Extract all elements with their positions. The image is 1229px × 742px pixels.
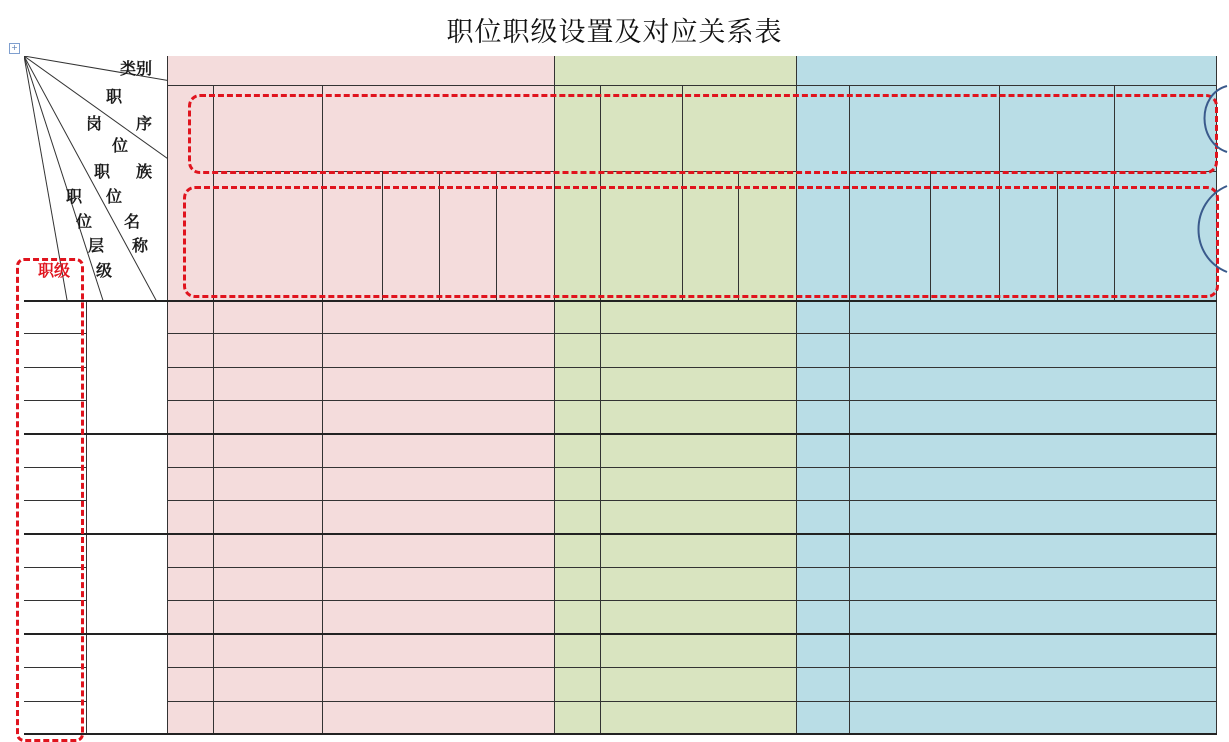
technical-code-cell	[555, 702, 601, 735]
management-code-cell	[168, 368, 214, 401]
technical-code-cell	[555, 301, 601, 334]
technical-title-cell	[601, 368, 797, 401]
technical-code-cell	[555, 501, 601, 534]
technical-title-cell	[601, 668, 797, 701]
management-title-cell	[323, 435, 555, 468]
corner-label-name-char: 位	[106, 187, 123, 206]
corner-label-category: 类别	[120, 59, 153, 78]
skill-title-cell	[850, 535, 1217, 568]
skill-code-cell	[797, 668, 850, 701]
management-title-cell	[323, 702, 555, 735]
duty-title-cell	[214, 334, 323, 367]
management-code-cell	[168, 301, 214, 334]
highlight-grade-column	[16, 258, 84, 742]
management-code-cell	[168, 568, 214, 601]
skill-code-cell	[797, 535, 850, 568]
layer-cell	[87, 435, 168, 535]
corner-label-sequence-char: 序	[136, 114, 153, 133]
callout-arc-icon	[1189, 82, 1229, 282]
corner-label-name-char: 称	[132, 236, 149, 255]
technical-code-cell	[555, 601, 601, 634]
layer-cell	[87, 535, 168, 635]
management-title-cell	[323, 635, 555, 668]
technical-title-cell	[601, 702, 797, 735]
skill-title-cell	[850, 702, 1217, 735]
duty-title-cell	[214, 601, 323, 634]
skill-title-cell	[850, 668, 1217, 701]
management-title-cell	[323, 468, 555, 501]
corner-label-sequence-char: 位	[112, 136, 129, 155]
highlight-name-row	[183, 186, 1219, 298]
skill-title-cell	[850, 301, 1217, 334]
layer-cell	[87, 635, 168, 735]
technical-code-cell	[555, 368, 601, 401]
management-code-cell	[168, 702, 214, 735]
technical-title-cell	[601, 635, 797, 668]
layer-separator-line	[24, 733, 1217, 735]
skill-title-cell	[850, 401, 1217, 434]
skill-code-cell	[797, 702, 850, 735]
duty-title-cell	[214, 401, 323, 434]
skill-title-cell	[850, 468, 1217, 501]
corner-label-level-char: 级	[96, 261, 113, 280]
management-code-cell	[168, 334, 214, 367]
header-separator-line	[24, 300, 1217, 302]
category-management	[168, 56, 555, 86]
management-code-cell	[168, 501, 214, 534]
category-skill	[797, 56, 1217, 86]
technical-title-cell	[601, 334, 797, 367]
layer-separator-line	[24, 533, 1217, 535]
skill-code-cell	[797, 301, 850, 334]
technical-title-cell	[601, 501, 797, 534]
corner-label-sequence-char: 族	[136, 162, 153, 181]
technical-code-cell	[555, 401, 601, 434]
duty-title-cell	[214, 535, 323, 568]
management-title-cell	[323, 301, 555, 334]
duty-title-cell	[214, 468, 323, 501]
corner-label-level-char: 职	[66, 187, 83, 206]
duty-title-cell	[214, 635, 323, 668]
skill-code-cell	[797, 401, 850, 434]
highlight-sequence-row	[188, 94, 1218, 174]
management-title-cell	[323, 501, 555, 534]
technical-code-cell	[555, 668, 601, 701]
management-code-cell	[168, 435, 214, 468]
management-title-cell	[323, 535, 555, 568]
skill-code-cell	[797, 635, 850, 668]
duty-title-cell	[214, 568, 323, 601]
management-code-cell	[168, 601, 214, 634]
skill-code-cell	[797, 501, 850, 534]
technical-code-cell	[555, 635, 601, 668]
skill-title-cell	[850, 635, 1217, 668]
skill-code-cell	[797, 334, 850, 367]
corner-label-sequence-char: 职	[106, 87, 123, 106]
corner-label-sequence-char: 岗	[86, 114, 103, 133]
management-code-cell	[168, 468, 214, 501]
technical-code-cell	[555, 334, 601, 367]
duty-title-cell	[214, 668, 323, 701]
management-title-cell	[323, 568, 555, 601]
technical-title-cell	[601, 435, 797, 468]
management-title-cell	[323, 668, 555, 701]
technical-title-cell	[601, 535, 797, 568]
technical-code-cell	[555, 568, 601, 601]
technical-title-cell	[601, 401, 797, 434]
duty-title-cell	[214, 501, 323, 534]
corner-label-grade: 职级	[38, 261, 71, 280]
technical-title-cell	[601, 468, 797, 501]
management-title-cell	[323, 601, 555, 634]
skill-title-cell	[850, 368, 1217, 401]
skill-code-cell	[797, 601, 850, 634]
skill-title-cell	[850, 601, 1217, 634]
duty-title-cell	[214, 702, 323, 735]
skill-code-cell	[797, 435, 850, 468]
corner-label-name-char: 名	[124, 212, 141, 231]
corner-label-name-char: 职	[94, 162, 111, 181]
management-title-cell	[323, 401, 555, 434]
category-technical	[555, 56, 797, 86]
technical-title-cell	[601, 568, 797, 601]
skill-title-cell	[850, 435, 1217, 468]
management-code-cell	[168, 535, 214, 568]
technical-code-cell	[555, 468, 601, 501]
page-title: 职位职级设置及对应关系表	[446, 17, 783, 48]
skill-code-cell	[797, 568, 850, 601]
management-code-cell	[168, 401, 214, 434]
duty-title-cell	[214, 368, 323, 401]
duty-title-cell	[214, 301, 323, 334]
technical-title-cell	[601, 301, 797, 334]
technical-title-cell	[601, 601, 797, 634]
management-code-cell	[168, 635, 214, 668]
skill-code-cell	[797, 368, 850, 401]
duty-title-cell	[214, 435, 323, 468]
skill-title-cell	[850, 568, 1217, 601]
skill-title-cell	[850, 501, 1217, 534]
skill-code-cell	[797, 468, 850, 501]
corner-label-level-char: 位	[76, 212, 93, 231]
table-move-handle-icon[interactable]: +	[9, 43, 20, 54]
skill-title-cell	[850, 334, 1217, 367]
management-title-cell	[323, 334, 555, 367]
management-code-cell	[168, 668, 214, 701]
technical-code-cell	[555, 535, 601, 568]
layer-cell	[87, 301, 168, 435]
layer-separator-line	[24, 633, 1217, 635]
layer-separator-line	[24, 433, 1217, 435]
technical-code-cell	[555, 435, 601, 468]
corner-label-level-char: 层	[88, 236, 105, 255]
management-title-cell	[323, 368, 555, 401]
